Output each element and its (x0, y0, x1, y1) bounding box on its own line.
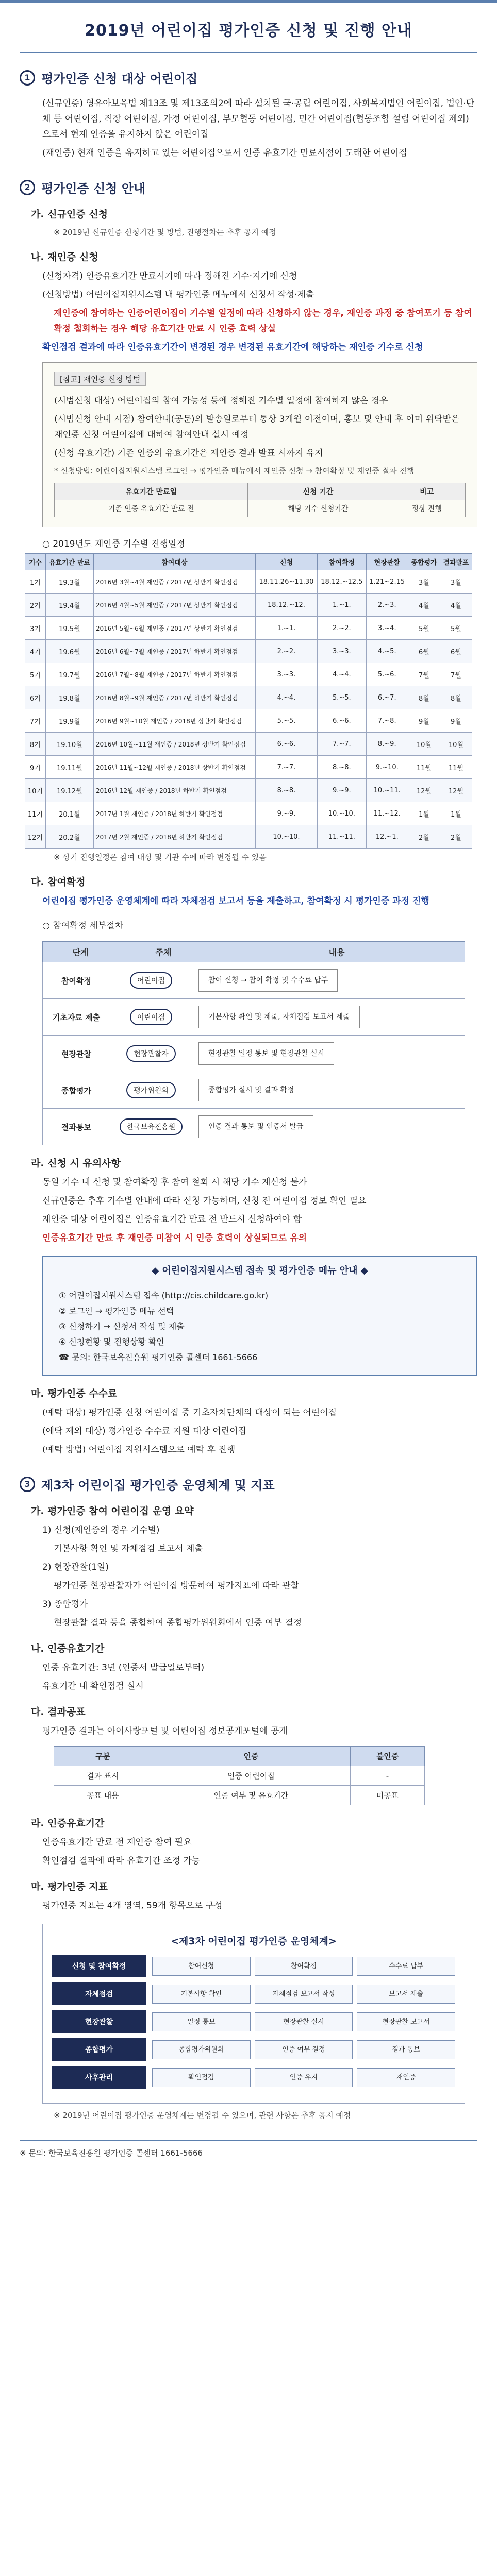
table-cell: 미공표 (350, 1786, 424, 1805)
table-cell: 공표 내용 (54, 1786, 152, 1805)
table-cell: 3.~3. (255, 663, 317, 686)
table-cell: 4월 (408, 594, 440, 617)
diagram-label: 신청 및 참여확정 (52, 1955, 146, 1977)
note: ※ 2019년 어린이집 평가인증 운영체계는 변경될 수 있으며, 관련 사항은 추후 공지 예정 (54, 2111, 351, 2120)
diagram-label: 사후관리 (52, 2066, 146, 2089)
table-row (25, 686, 472, 709)
flow-header-cell: 내용 (328, 947, 345, 957)
table-cell: 2016년 11월~12월 재인증 / 2018년 상반기 확인점검 (93, 756, 255, 779)
diagram-title: <제3차 어린이집 평가인증 운영체계> (171, 1936, 337, 1947)
table-cell: 11기 (25, 802, 46, 825)
table-cell: 6.~7. (366, 686, 408, 709)
section-heading (20, 1475, 477, 1493)
table-cell: 9월 (408, 709, 440, 733)
contact-line: ① 어린이집지원시스템 접속 (http://cis.childcare.go.kr) (59, 1291, 269, 1300)
section-operation (20, 1475, 477, 2122)
flow-row (42, 1109, 465, 1145)
table-cell: 5기 (25, 663, 46, 686)
diagram-cell: 기본사항 확인 (152, 1985, 251, 2004)
table-row (25, 709, 472, 733)
diagram-cell: 보고서 제출 (357, 1985, 455, 2004)
table-header: 인증 (152, 1747, 350, 1766)
table-cell: 2017년 2월 재인증 / 2018년 하반기 확인점검 (93, 825, 255, 849)
paragraph: 평가인증 지표는 4개 영역, 59개 항목으로 구성 (42, 1901, 223, 1911)
diagram-cell: 자체점검 보고서 작성 (255, 1985, 353, 2004)
table-cell: 9월 (440, 709, 472, 733)
table-cell: 19.8월 (45, 686, 93, 709)
paragraph: (예탁 대상) 평가인증 신청 어린이집 중 기초자치단체의 대상이 되는 어린이집 (42, 1408, 337, 1418)
subheading: 가. 평가인증 참여 어린이집 운영 요약 (31, 1505, 194, 1517)
table-cell: 8기 (25, 733, 46, 756)
paragraph: 인증유효기간 만료 전 재인증 참여 필요 (42, 1837, 192, 1848)
table-cell: 5월 (440, 617, 472, 640)
paragraph: 2) 현장관찰(1일) (42, 1562, 109, 1572)
table-cell: 19.3월 (45, 570, 93, 594)
table-cell: 10기 (25, 779, 46, 802)
table-cell: 19.4월 (45, 594, 93, 617)
table-cell: 10월 (408, 733, 440, 756)
table-header: 유효기간 만료일 (55, 483, 248, 500)
subheading: 라. 인증유효기간 (31, 1818, 105, 1829)
table-cell: 기존 인증 유효기간 만료 전 (55, 500, 248, 517)
flow-actor-cell (110, 1045, 192, 1062)
table-header: 구분 (54, 1747, 152, 1766)
table-cell: 4.~4. (318, 663, 366, 686)
paragraph: 동일 기수 내 신청 및 참여확정 후 참여 철회 시 해당 기수 재신청 불가 (42, 1177, 307, 1188)
table-cell: 3.~4. (366, 617, 408, 640)
paragraph: (시범신청 대상) 어린이집의 참여 가능성 등에 정해진 기수별 일정에 참여하지 않은 경우 (54, 396, 388, 406)
flow-actor-cell (110, 1082, 192, 1098)
table-cell: 5월 (408, 617, 440, 640)
diagram-row (52, 1982, 455, 2005)
paragraph: 유효기간 내 확인점검 실시 (42, 1681, 144, 1691)
diagram-cell: 일정 통보 (152, 2012, 251, 2031)
diagram-row (52, 1955, 455, 1977)
table-cell: 4.~4. (255, 686, 317, 709)
table-cell: 5.~5. (318, 686, 366, 709)
table-cell: 7.~7. (318, 733, 366, 756)
table-cell: 12월 (408, 779, 440, 802)
table-cell: 2016년 4월~5월 재인증 / 2017년 상반기 확인점검 (93, 594, 255, 617)
table-cell: 2016년 6월~7월 재인증 / 2017년 하반기 확인점검 (93, 640, 255, 663)
diagram-cells (146, 2012, 455, 2031)
diagram-cell: 인증 여부 결정 (255, 2040, 353, 2059)
table-cell: 11.~11. (318, 825, 366, 849)
table-cell: 4.~5. (366, 640, 408, 663)
flow-actor: 현장관찰자 (126, 1045, 176, 1062)
table-cell: 2016년 8월~9월 재인증 / 2017년 하반기 확인점검 (93, 686, 255, 709)
table-cell: 정상 진행 (388, 500, 466, 517)
table-cell: 7.~7. (255, 756, 317, 779)
paragraph: 3) 종합평가 (42, 1599, 88, 1609)
table-cell: 8.~8. (255, 779, 317, 802)
table-cell: 9.~9. (255, 802, 317, 825)
flow-content-cell (192, 1111, 465, 1142)
flow-header (42, 941, 465, 962)
diagram-row (52, 2066, 455, 2089)
diagram-cells (146, 2040, 455, 2059)
section-eligibility (20, 69, 477, 161)
table-cell: 9기 (25, 756, 46, 779)
diagram-cell: 확인점검 (152, 2068, 251, 2087)
contact-line: ③ 신청하기 → 신청서 작성 및 제출 (59, 1321, 185, 1331)
number-circle-icon: 3 (20, 1477, 35, 1492)
paragraph: 현장관찰 결과 등을 종합하여 종합평가위원회에서 인증 여부 결정 (54, 1618, 302, 1628)
section-heading-text: 평가인증 신청 대상 어린이집 (41, 72, 198, 86)
flow-actor: 어린이집 (130, 1009, 172, 1025)
table-cell: 8.~9. (366, 733, 408, 756)
table-cell: 1기 (25, 570, 46, 594)
table-cell: 7월 (440, 663, 472, 686)
flow-actor-cell (110, 972, 192, 989)
table-cell: 20.1월 (45, 802, 93, 825)
table-cell: 19.12월 (45, 779, 93, 802)
paragraph: (신청방법) 어린이집지원시스템 내 평가인증 메뉴에서 신청서 작성·제출 (42, 290, 314, 300)
subheading: 가. 신규인증 신청 (31, 209, 108, 220)
reference-box (42, 362, 477, 527)
table-cell: 4월 (440, 594, 472, 617)
table-cell: 11월 (440, 756, 472, 779)
number-circle-icon: 1 (20, 70, 35, 86)
contact-body (43, 1283, 476, 1375)
table-cell: 3월 (408, 570, 440, 594)
table-cell: 6월 (408, 640, 440, 663)
table-cell: 20.2월 (45, 825, 93, 849)
table-header: 신청 (255, 554, 317, 570)
warning-paragraph: 인증유효기간 만료 후 재인증 미참여 시 인증 효력이 상실되므로 유의 (42, 1233, 307, 1243)
diagram-label: 종합평가 (52, 2038, 146, 2061)
flow-actor-cell (110, 1009, 192, 1025)
process-flow (42, 941, 465, 1145)
table-row (25, 663, 472, 686)
table-cell: 2016년 12월 재인증 / 2018년 하반기 확인점검 (93, 779, 255, 802)
table-cell: 인증 여부 및 유효기간 (152, 1786, 350, 1805)
flow-actor-cell (110, 1118, 192, 1135)
table-cell: 2기 (25, 594, 46, 617)
table-cell: 인증 어린이집 (152, 1766, 350, 1786)
table-cell: 5.~5. (255, 709, 317, 733)
table-cell: 8월 (440, 686, 472, 709)
table-cell: 해당 기수 신청기간 (248, 500, 388, 517)
table-cell: 5.~6. (366, 663, 408, 686)
contact-box (42, 1256, 477, 1376)
table-cell: 19.10월 (45, 733, 93, 756)
paragraph: 기본사항 확인 및 자체점검 보고서 제출 (54, 1544, 203, 1554)
table-cell: 2017년 1월 재인증 / 2018년 하반기 확인점검 (93, 802, 255, 825)
section-heading (20, 178, 477, 196)
table-cell: 10.~11. (366, 779, 408, 802)
table-cell: 19.11월 (45, 756, 93, 779)
top-rule (0, 0, 497, 3)
flow-actor: 어린이집 (130, 972, 172, 989)
contact-title: ◆ 어린이집지원시스템 접속 및 평가인증 메뉴 안내 ◆ (152, 1265, 368, 1276)
diagram-row (52, 2010, 455, 2033)
flow-content: 종합평가 실시 및 결과 확정 (198, 1079, 304, 1101)
table-cell: 2.~2. (318, 617, 366, 640)
flow-content-cell (192, 965, 465, 996)
flow-content: 참여 신청 → 참여 확정 및 수수료 납부 (198, 969, 338, 992)
diagram-cell: 수수료 납부 (357, 1957, 455, 1976)
table-cell: 8월 (408, 686, 440, 709)
title-rule (20, 52, 477, 53)
paragraph: 인증 유효기간: 3년 (인증서 발급일로부터) (42, 1663, 205, 1673)
table-cell: 18.11.26~11.30 (255, 570, 317, 594)
diagram-cell: 현장관찰 보고서 (357, 2012, 455, 2031)
flow-step: 참여확정 (61, 976, 91, 986)
paragraph: (예탁 방법) 어린이집 지원시스템으로 예탁 후 진행 (42, 1445, 236, 1455)
table-cell: 12월 (440, 779, 472, 802)
section-heading-text: 평가인증 신청 안내 (41, 181, 146, 196)
contact-line: ☎ 문의: 한국보육진흥원 평가인증 콜센터 1661-5666 (59, 1352, 258, 1362)
paragraph: 평가인증 결과는 아이사랑포털 및 어린이집 정보공개포털에 공개 (42, 1726, 288, 1736)
diagram-cell: 재인증 (357, 2068, 455, 2087)
subheading: 나. 재인증 신청 (31, 251, 98, 263)
contact-line: ④ 신청현황 및 진행상황 확인 (59, 1337, 164, 1347)
flow-actor: 평가위원회 (126, 1082, 176, 1098)
table-cell: 3.~3. (318, 640, 366, 663)
footer-text: ※ 문의: 한국보육진흥원 평가인증 콜센터 1661-5666 (20, 2148, 203, 2158)
table-cell: 11.~12. (366, 802, 408, 825)
table-row (25, 733, 472, 756)
paragraph: 1) 신청(재인증의 경우 기수별) (42, 1525, 160, 1535)
table-cell: 18.12.~12.5 (318, 570, 366, 594)
section-heading (20, 69, 477, 87)
schedule-table (25, 553, 472, 849)
table-cell: 19.9월 (45, 709, 93, 733)
table-header: 유효기간 만료 (45, 554, 93, 570)
table-cell: 8.~8. (318, 756, 366, 779)
paragraph: (신청 유효기간) 기존 인증의 유효기간은 재인증 결과 발표 시까지 유지 (54, 448, 323, 459)
operation-diagram (42, 1924, 465, 2104)
table-cell: 7기 (25, 709, 46, 733)
note: ※ 상기 진행일정은 참여 대상 및 기관 수에 따라 변경될 수 있음 (54, 853, 267, 862)
diagram-cell: 인증 유지 (255, 2068, 353, 2087)
table-cell: 6기 (25, 686, 46, 709)
flow-row (42, 962, 465, 999)
flow-header-cell: 단계 (72, 947, 89, 957)
diagram-label: 현장관찰 (52, 2010, 146, 2033)
table-cell: 6.~6. (255, 733, 317, 756)
diagram-cells (146, 1957, 455, 1976)
flow-caption: ○ 참여확정 세부절차 (42, 921, 124, 931)
table-header: 비고 (388, 483, 466, 500)
table-row (25, 825, 472, 849)
table-row (25, 570, 472, 594)
table-cell: 3기 (25, 617, 46, 640)
flow-header-cell: 주체 (155, 947, 172, 957)
table-cell: 2016년 9월~10월 재인증 / 2018년 상반기 확인점검 (93, 709, 255, 733)
flow-step: 현장관찰 (61, 1049, 91, 1059)
table-cell: 2월 (440, 825, 472, 849)
section-application (20, 178, 477, 1458)
flow-content-cell (192, 1002, 465, 1032)
table-cell: 결과 표시 (54, 1766, 152, 1786)
subheading: 마. 평가인증 수수료 (31, 1388, 118, 1399)
subheading: 다. 결과공표 (31, 1706, 86, 1718)
highlight-paragraph: 확인점검 결과에 따라 인증유효기간이 변경된 경우 변경된 유효기간에 해당하는 재인증 기수로 신청 (42, 342, 423, 352)
diagram-cell: 참여신청 (152, 1957, 251, 1976)
flow-content: 현장관찰 일정 통보 및 현장관찰 실시 (198, 1042, 334, 1065)
subheading: 마. 평가인증 지표 (31, 1881, 108, 1892)
table-row (25, 594, 472, 617)
paragraph: 확인점검 결과에 따라 유효기간 조정 가능 (42, 1856, 201, 1866)
table-cell: 10.~10. (255, 825, 317, 849)
flow-row (42, 1036, 465, 1072)
table-caption: ○ 2019년도 재인증 기수별 진행일정 (42, 539, 185, 549)
paragraph: (신청자격) 인증유효기간 만료시기에 따라 정해진 기수·지기에 신청 (42, 271, 297, 281)
diagram-cells (146, 1985, 455, 2004)
table-cell: 2.~2. (255, 640, 317, 663)
paragraph: 평가인증 현장관찰자가 어린이집 방문하여 평가지표에 따라 관찰 (54, 1581, 299, 1591)
flow-content-cell (192, 1075, 465, 1106)
table-row (25, 617, 472, 640)
paragraph: (재인증) 현재 인증을 유지하고 있는 어린이집으로서 인증 유효기간 만료시점이 도래한 어린이집 (42, 148, 407, 158)
table-header: 결과발표 (440, 554, 472, 570)
table-cell: 2월 (408, 825, 440, 849)
diagram-cell: 현장관찰 실시 (255, 2012, 353, 2031)
box-tag: [참고] 재인증 신청 방법 (54, 372, 146, 386)
paragraph: (시범신청 안내 시점) 참여안내(공문)의 발송일로부터 통상 3개월 이전이며, 홍보 및 안내 후 이미 위탁받은 재인증 신청 어린이집에 대하여 참여안내 실시 예정 (54, 414, 460, 440)
flow-step: 결과통보 (61, 1122, 91, 1132)
table-cell: 1.21~2.15 (366, 570, 408, 594)
table-header: 신청 기간 (248, 483, 388, 500)
table-cell: 19.7월 (45, 663, 93, 686)
table-cell: 6월 (440, 640, 472, 663)
diagram-cell: 종합평가위원회 (152, 2040, 251, 2059)
table-cell: 2016년 5월~6월 재인증 / 2017년 상반기 확인점검 (93, 617, 255, 640)
diagram-cell: 참여확정 (255, 1957, 353, 1976)
highlight-paragraph: 어린이집 평가인증 운영체계에 따라 자체점검 보고서 등을 제출하고, 참여확정 시 평가인증 과정 진행 (42, 896, 429, 906)
diagram-cells (146, 2068, 455, 2087)
table-cell: 2016년 7월~8월 재인증 / 2017년 하반기 확인점검 (93, 663, 255, 686)
table-cell: 7.~8. (366, 709, 408, 733)
subheading: 나. 인증유효기간 (31, 1643, 105, 1654)
warning-paragraph: 재인증에 참여하는 인증어린이집이 기수별 일정에 따라 신청하지 않는 경우, 재인증 과정 중 참여포기 등 참여확정 철회하는 경우 해당 유효기간 만료 시 인증 효력 상실 (54, 308, 472, 334)
table-header: 현장관찰 (366, 554, 408, 570)
paragraph: (예탁 제외 대상) 평가인증 수수료 지원 대상 어린이집 (42, 1426, 246, 1436)
flow-step: 기초자료 제출 (52, 1012, 101, 1022)
table-cell: 6.~6. (318, 709, 366, 733)
page-title: 2019년 어린이집 평가인증 신청 및 진행 안내 (85, 22, 412, 40)
table-cell: 12기 (25, 825, 46, 849)
table-cell: 19.6월 (45, 640, 93, 663)
table-cell: 19.5월 (45, 617, 93, 640)
table-cell: 18.12.~12. (255, 594, 317, 617)
table-cell: - (350, 1766, 424, 1786)
note: ※ 2019년 신규인증 신청기간 및 방법, 진행절차는 추후 공지 예정 (54, 228, 276, 237)
section-heading-text: 제3차 어린이집 평가인증 운영체계 및 지표 (41, 1478, 275, 1493)
flow-step: 종합평가 (61, 1086, 91, 1095)
table-row (25, 640, 472, 663)
note: * 신청방법: 어린이집지원시스템 로그인 → 평가인증 메뉴에서 재인증 신청 → 참여확정 및 재인증 절차 진행 (54, 466, 415, 476)
table-cell: 2016년 3월~4월 재인증 / 2017년 상반기 확인점검 (93, 570, 255, 594)
table-header: 불인증 (350, 1747, 424, 1766)
contact-line: ② 로그인 → 평가인증 메뉴 선택 (59, 1306, 174, 1316)
table-cell: 2.~3. (366, 594, 408, 617)
table-cell: 10.~10. (318, 802, 366, 825)
paragraph: (신규인증) 영유아보육법 제13조 및 제13조의2에 따라 설치된 국·공립 어린이집, 사회복지법인 어린이집, 법인·단체 등 어린이집, 직장 어린이집, 가정 어린이집, 부모협동 어린이집, 민간 어린이집(협동조합 설립 어린이집 제외)으로서 현재 인증을 유지하지 않은 어린이집 (42, 98, 475, 140)
table-cell: 12.~1. (366, 825, 408, 849)
flow-actor: 한국보육진흥원 (120, 1118, 183, 1135)
subheading: 다. 참여확정 (31, 876, 86, 888)
table-header: 기수 (25, 554, 46, 570)
table-cell: 9.~10. (366, 756, 408, 779)
table-cell: 3월 (440, 570, 472, 594)
footer-rule (20, 2140, 477, 2141)
table-cell: 7월 (408, 663, 440, 686)
table-header: 참여확정 (318, 554, 366, 570)
result-table (54, 1746, 425, 1805)
table-cell: 4기 (25, 640, 46, 663)
box-table (54, 483, 466, 517)
flow-content-cell (192, 1038, 465, 1069)
table-cell: 10월 (440, 733, 472, 756)
table-cell: 9.~9. (318, 779, 366, 802)
table-row (25, 779, 472, 802)
table-header: 종합평가 (408, 554, 440, 570)
number-circle-icon: 2 (20, 180, 35, 195)
table-cell: 1월 (440, 802, 472, 825)
table-cell: 1월 (408, 802, 440, 825)
diagram-cell: 결과 통보 (357, 2040, 455, 2059)
table-row (25, 802, 472, 825)
diagram-label: 자체점검 (52, 1982, 146, 2005)
diagram-row (52, 2038, 455, 2061)
table-cell: 11월 (408, 756, 440, 779)
paragraph: 재인증 대상 어린이집은 인증유효기간 만료 전 반드시 신청하여야 함 (42, 1214, 302, 1225)
flow-content: 기본사항 확인 및 제출, 자체점검 보고서 제출 (198, 1006, 360, 1028)
flow-content: 인증 결과 통보 및 인증서 발급 (198, 1115, 313, 1138)
table-row (25, 756, 472, 779)
table-cell: 2016년 10월~11월 재인증 / 2018년 상반기 확인점검 (93, 733, 255, 756)
flow-row (42, 999, 465, 1036)
table-cell: 1.~1. (318, 594, 366, 617)
flow-row (42, 1072, 465, 1109)
table-header: 참여대상 (93, 554, 255, 570)
paragraph: 신규인증은 추후 기수별 안내에 따라 신청 가능하며, 신청 전 어린이집 정보 확인 필요 (42, 1196, 367, 1206)
table-cell: 1.~1. (255, 617, 317, 640)
subheading: 라. 신청 시 유의사항 (31, 1158, 121, 1169)
